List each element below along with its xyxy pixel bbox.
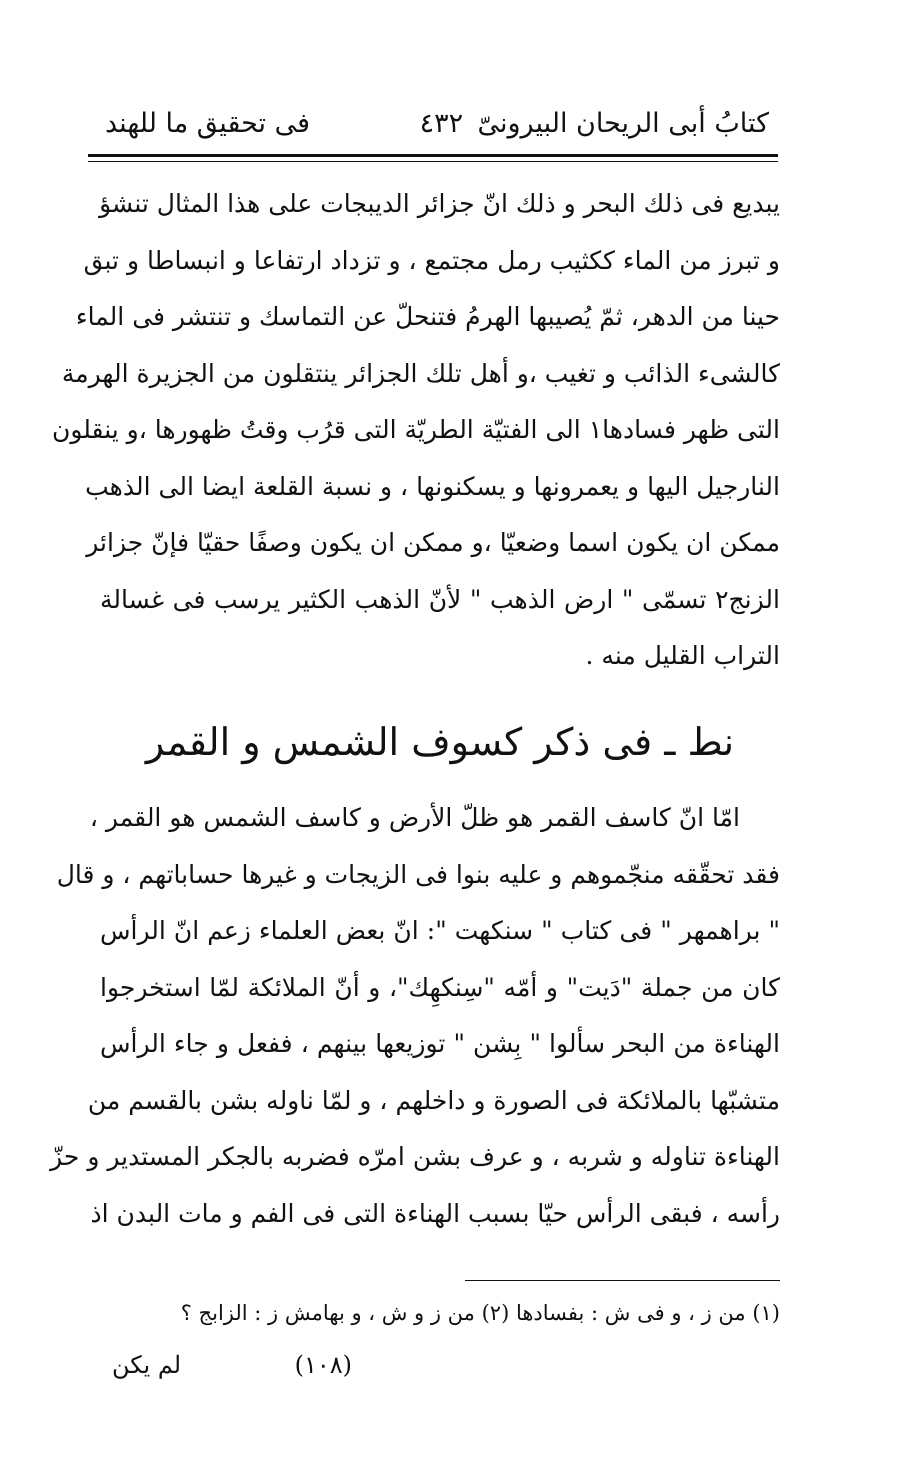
signature-mark: (١٠٨) — [294, 1351, 352, 1379]
text-line: كان من جملة "دَيت" و أمّه "سِنكهِك"، و أنّ الملائكة لمّا استخرجوا — [100, 972, 780, 1002]
page-footer — [112, 1345, 352, 1385]
paragraph-2 — [50, 790, 780, 1242]
page-number: ٤٣٢ — [419, 108, 464, 139]
header-rule-thin — [88, 161, 778, 162]
footnotes: (١) من ز ، و فى ش : بفسادها (٢) من ز و ش ، و بهامش ز : الزابج ؟ — [180, 1301, 780, 1325]
text-line: رأسه ، فبقى الرأس حيّا بسبب الهناءة التى فى الفم و مات البدن اذ — [90, 1198, 780, 1228]
text-line: التراب القليل منه . — [585, 641, 780, 670]
text-line: كالشىء الذائب و تغيب ،و أهل تلك الجزائر ينتقلون من الجزيرة الهرمة — [61, 358, 780, 388]
catchword: لم يكن — [112, 1351, 182, 1379]
paragraph-1 — [52, 176, 780, 685]
section-heading: نط ـ فى ذكر كسوف الشمس و القمر — [145, 720, 735, 764]
header-rule-thick — [88, 154, 778, 157]
running-header — [105, 108, 769, 148]
text-line: فقد تحقّقه منجّموهم و عليه بنوا فى الزيجات و غيرها حساباتهم ، و قال — [56, 859, 780, 889]
text-line: الهناءة من البحر سألوا " بِشن " توزيعها بينهم ، ففعل و جاء الرأس — [100, 1029, 780, 1058]
text-line: " براهمهر " فى كتاب " سنكهت ": انّ بعض العلماء زعم انّ الرأس — [100, 916, 780, 945]
text-line: امّا انّ كاسف القمر هو ظلّ الأرض و كاسف الشمس هو القمر ، — [89, 803, 740, 832]
footnote-rule — [465, 1280, 780, 1281]
text-line: حينا من الدهر، ثمّ يُصيبها الهرمُ فتنحلّ عن التماسك و تنتشر فى الماء — [75, 302, 780, 331]
text-line: و تبرز من الماء ككثيب رمل مجتمع ، و تزداد ارتفاعا و انبساطا و تبق — [83, 245, 780, 275]
text-line: التى ظهر فسادها١ الى الفتيّة الطريّة التى قرُب وقتُ ظهورها ،و ينقلون — [52, 415, 780, 444]
text-line: النارجيل اليها و يعمرونها و يسكنونها ، و نسبة القلعة ايضا الى الذهب — [85, 471, 780, 501]
text-line: الزنج٢ تسمّى " ارض الذهب " لأنّ الذهب الكثير يرسب فى غسالة — [100, 584, 780, 614]
text-line: يبديع فى ذلك البحر و ذلك انّ جزائر الديبجات على هذا المثال تنشؤ — [99, 189, 780, 218]
header-chapter-title: فى تحقيق ما للهند — [105, 108, 311, 139]
header-book-title: كتابُ أبى الريحان البيرونىّ — [477, 108, 769, 139]
text-line: متشبّها بالملائكة فى الصورة و داخلهم ، و لمّا ناوله بشن بالقسم من — [87, 1085, 780, 1115]
text-line: الهناءة تناوله و شربه ، و عرف بشن امرّه فضربه بالجكر المستدير و حزّ — [50, 1142, 780, 1171]
text-line: ممكن ان يكون اسما وضعيّا ،و ممكن ان يكون وصفًا حقيّا فإنّ جزائر — [86, 528, 780, 557]
